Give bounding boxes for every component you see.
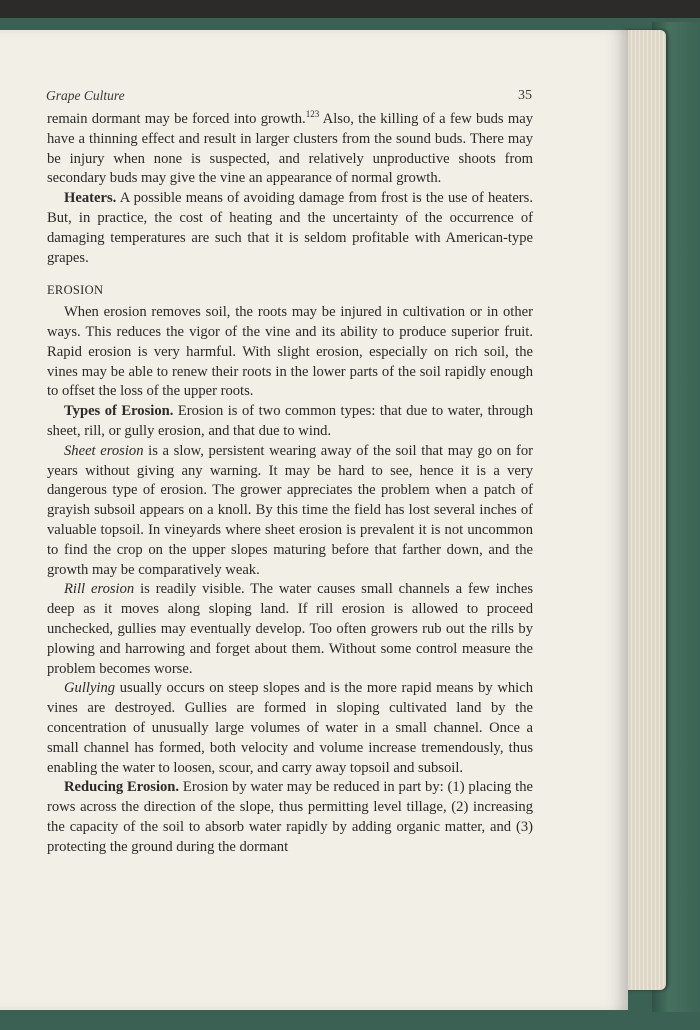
paragraph-text: Erosion is of two common types: that due to water, through sheet, rill, or gully erosion, and that due to wind.	[47, 403, 534, 439]
paragraph-erosion	[47, 303, 533, 402]
paragraph-text: is a slow, persistent wearing away of the soil that may go on for years without giving any warning. It may be hard to see, hence it is a very dangerous type of erosion. The grower appreciates the problem when a patch of grayish subsoil appears on a knoll. By this time the field has lost several inches of valuable topsoil. In vineyards where sheet erosion is prevalent it is not uncommon to find the crop on the upper slopes maturing before that farther down, and the growth may be comparatively weak.	[47, 442, 533, 578]
paragraph-text: remain dormant may be forced into growth.	[47, 111, 306, 127]
page-body	[47, 110, 533, 857]
footnote-ref: 123	[305, 109, 320, 120]
run-in-heading: Reducing Erosion.	[64, 779, 180, 796]
italic-term: Rill erosion	[64, 581, 135, 598]
section-heading: EROSION	[47, 283, 104, 298]
paragraph-text: Also, the killing of a few buds may have a thinning effect and result in larger clusters from the sound buds. There may be injury when none is suspected, and relatively unproductive shoots from secondary buds may give the vine an appearance of normal growth.	[47, 111, 534, 187]
italic-term: Gullying	[64, 680, 116, 697]
paragraph-text: is readily visible. The water causes small channels a few inches deep as it moves along sloping land. If rill erosion is allowed to proceed unchecked, gullies may eventually develop. Too often growers rub out the rills by plowing and harrowing and forget about them. Without some control measure the problem becomes worse.	[47, 581, 534, 677]
paragraph-sheet	[47, 442, 533, 581]
run-in-heading: Types of Erosion.	[64, 403, 174, 420]
paragraph-text: usually occurs on steep slopes and is the more rapid means by which vines are destroyed. Gullies are formed in sloping cultivated land by the concentration of unusually large volumes of water in a small channel. Once a small channel has formed, both velocity and volume increase tremendously, thus enabling the water to loosen, scour, and carry away topsoil and subsoil.	[47, 680, 533, 776]
page-number: 35	[518, 88, 532, 103]
page-header	[46, 88, 532, 112]
paragraph-types	[47, 402, 533, 442]
paragraph-rill	[47, 580, 533, 679]
paragraph-continuation	[47, 110, 533, 189]
paragraph-gully	[47, 679, 533, 778]
running-head: Grape Culture	[46, 88, 125, 103]
paragraph-text: When erosion removes soil, the roots may be injured in cultivation or in other ways. This reduces the vigor of the vine and its ability to produce superior fruit. Rapid erosion is very harmful. With slight erosion, especially on rich soil, the vines may be able to renew their roots in the lower parts of the soil rapidly enough to offset the loss of the upper roots.	[47, 304, 533, 400]
paragraph-reducing	[47, 778, 533, 857]
run-in-heading: Heaters.	[64, 190, 117, 207]
paragraph-heaters	[47, 189, 533, 268]
paragraph-text: Erosion by water may be reduced in part by: (1) placing the rows across the direction of the slope, thus permitting level tillage, (2) increasing the capacity of the soil to absorb water rapidly by adding organic matter, and (3) protecting the ground during the dormant	[47, 779, 533, 855]
page-edges	[622, 30, 666, 990]
paragraph-text: A possible means of avoiding damage from frost is the use of heaters. But, in practice, the cost of heating and the uncertainty of the occurrence of damaging temperatures are such that it is seldom profitable with American-type grapes.	[47, 190, 533, 266]
italic-term: Sheet erosion	[64, 442, 144, 459]
